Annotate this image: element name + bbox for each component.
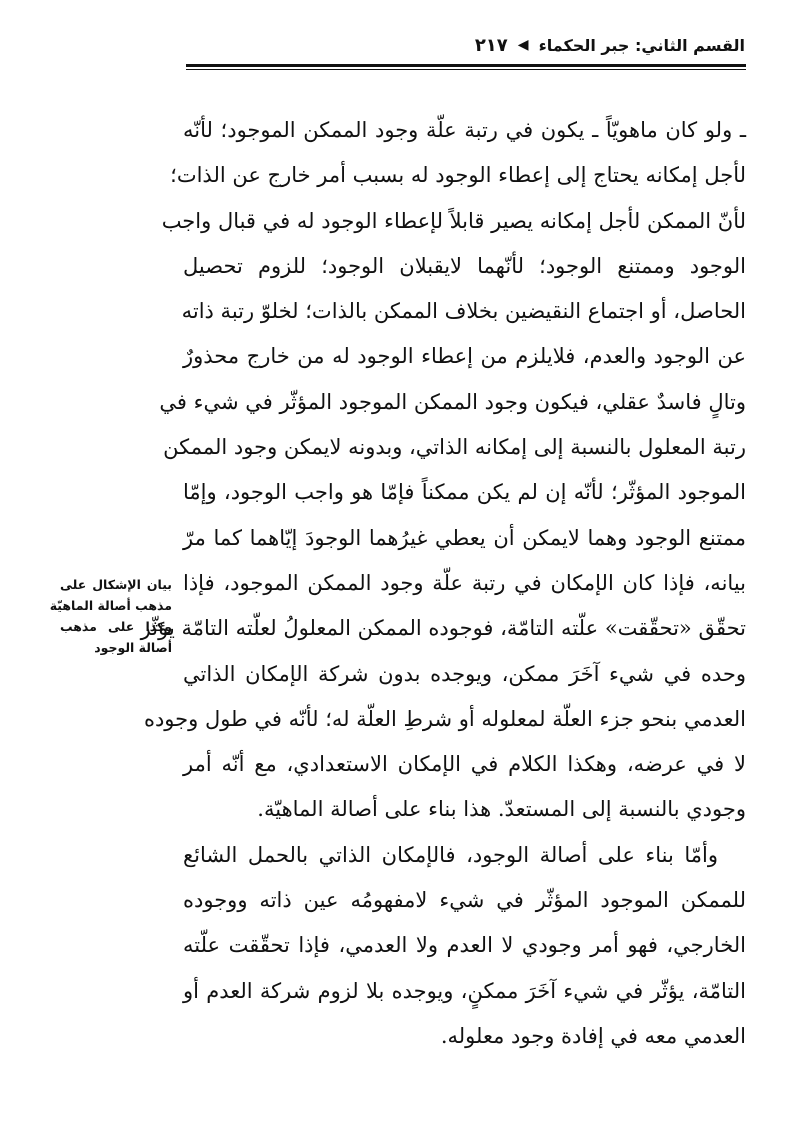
text-line: الموجود المؤثّر؛ لأنّه إن لم يكن ممكناً فإمّا هو واجب الوجود، وإمّا xyxy=(183,480,746,505)
body-text xyxy=(140,108,746,1059)
text-line: وجودي بالنسبة إلى المستعدّ. هذا بناء على أصالة الماهيّة. xyxy=(257,797,746,822)
text-line: للممكن الموجود المؤثّر في شيء لامفهومُه عين ذاته ووجوده xyxy=(183,888,746,913)
margin-note-line: بيان الإشكال على xyxy=(60,577,172,592)
page-number: ٢١٧ xyxy=(474,34,508,56)
margin-note-line: أصالة الوجود xyxy=(94,640,172,655)
text-line: بيانه، فإذا كان الإمكان في رتبة علّة وجود الممكن الموجود، فإذا xyxy=(183,570,746,595)
text-line: العدمي بنحو جزء العلّة لمعلوله أو شرطِ العلّة له؛ لأنّه في طول وجوده xyxy=(143,706,746,731)
margin-note xyxy=(49,574,172,658)
text-line: ممتنع الوجود وهما لايمكن أن يعطي غيرُهما الوجودَ إيّاهما كما مرّ xyxy=(183,525,746,550)
text-line: الخارجي، فهو أمر وجودي لا العدم ولا العدمي، فإذا تحقّقت علّته xyxy=(183,933,746,958)
text-line: العدمي معه في إفادة وجود معلوله. xyxy=(440,1023,746,1048)
header-arrow-icon: ◀ xyxy=(517,37,529,53)
paragraph-start-line: وأمّا بناء على أصالة الوجود، فالإمكان الذاتي بالحمل الشائع xyxy=(183,842,718,867)
text-line: رتبة المعلول بالنسبة إلى إمكانه الذاتي، وبدونه لايمكن وجود الممكن xyxy=(163,435,746,460)
text-line: تحقّق «تحقّقت» علّته التامّة، فوجوده الممكن المعلولُ لعلّته التامّة يؤثّر xyxy=(140,616,746,641)
text-line: الوجود وممتنع الوجود؛ لأنّهما لايقبلان الوجود؛ للزوم تحصيل xyxy=(183,253,746,278)
margin-note-line: وكذا على مذهب xyxy=(60,619,172,634)
running-header xyxy=(150,28,745,62)
text-line: عن الوجود والعدم، فلايلزم من إعطاء الوجود له من خارج محذورٌ xyxy=(183,344,746,369)
text-line: وحده في شيء آخَرَ ممكن، ويوجده بدون شركة الإمكان الذاتي xyxy=(183,661,746,686)
text-line: لأجل إمكانه يحتاج إلى إعطاء الوجود له بسبب أمر خارج عن الذات؛ xyxy=(170,163,746,188)
text-line: التامّة، يؤثّر في شيء آخَرَ ممكنٍ، ويوجده بلا لزوم شركة العدم أو xyxy=(183,978,746,1003)
text-line: الحاصل، أو اجتماع النقيضين بخلاف الممكن بالذات؛ لخلوّ رتبة ذاته xyxy=(181,299,746,324)
text-line: وتالٍ فاسدٌ عقلي، فيكون وجود الممكن الموجود المؤثّر في شيء في xyxy=(159,389,746,414)
header-rule-thick xyxy=(186,64,746,67)
margin-note-line: مذهب أصالة الماهيّة xyxy=(49,598,172,613)
header-section-title: القسم الثاني: جبر الحكماء xyxy=(538,35,745,55)
text-line: لا في عرضه، وهكذا الكلام في الإمكان الاستعدادي، مع أنّه أمر xyxy=(183,752,746,777)
text-line: ـ ولو كان ماهويّاً ـ يكون في رتبة علّة وجود الممكن الموجود؛ لأنّه xyxy=(183,118,746,142)
header-rule-thin xyxy=(186,69,746,70)
text-line: لأنّ الممكن لأجل إمكانه يصير قابلاً لإعطاء الوجود له في قبال واجب xyxy=(161,208,746,233)
